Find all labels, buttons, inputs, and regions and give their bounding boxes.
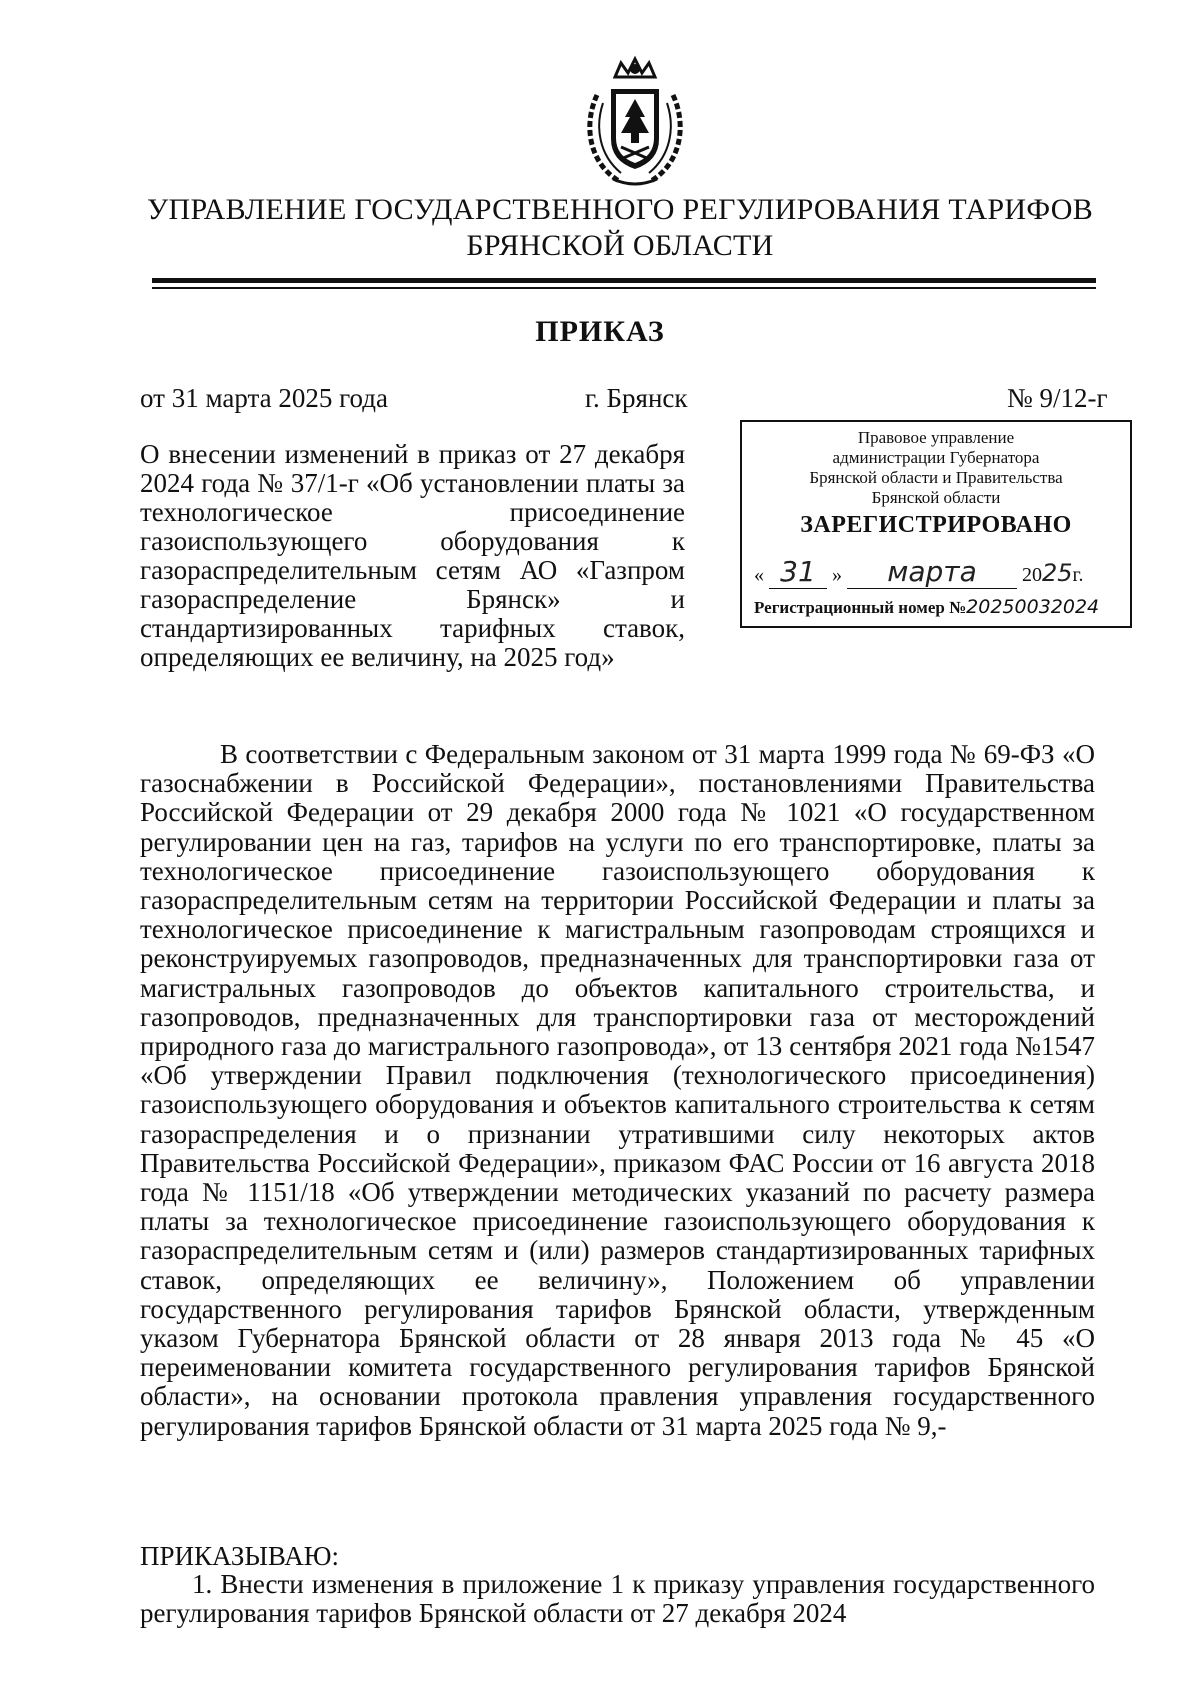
stamp-year-prefix: 20 — [1022, 564, 1042, 586]
stamp-quote-open: « — [754, 564, 764, 586]
stamp-year-unit: г. — [1072, 564, 1084, 586]
document-date: от 31 марта 2025 года — [140, 383, 388, 413]
document-subject: О внесении изменений в приказ от 27 декабря 2024 года № 37/1-г «Об установлении платы за технологическое присоединение газоиспользующего оборудования к газораспределительным сетям АО «Газпром газораспределение Брянск» и стандартизированных тарифных ставок, определяющих ее величину, на 2025 год» — [140, 439, 685, 672]
document-number: № 9/12-г — [1007, 383, 1108, 413]
header-rule-thick — [152, 278, 1096, 283]
document-city: г. Брянск — [585, 383, 688, 413]
stamp-line1: Правовое управление — [857, 428, 1015, 447]
bryansk-coat-of-arms-icon — [575, 55, 695, 195]
header-rule-thin — [152, 287, 1096, 289]
stamp-year-suffix: 25 — [1042, 559, 1073, 587]
stamp-line3: Брянской области и Правительства — [809, 468, 1063, 487]
order-item-1: 1. Внести изменения в приложение 1 к приказу управления государственного регулирования тарифов Брянской области от 27 декабря 2024 — [140, 1569, 1095, 1629]
stamp-registration-row — [754, 596, 1124, 618]
stamp-status: ЗАРЕГИСТРИРОВАНО — [800, 512, 1072, 538]
agency-name-line1: УПРАВЛЕНИЕ ГОСУДАРСТВЕННОГО РЕГУЛИРОВАНИЯ ТАРИФОВ — [146, 193, 1094, 226]
order-word: ПРИКАЗЫВАЮ: — [140, 1541, 339, 1571]
document-type-title: ПРИКАЗ — [535, 315, 665, 348]
registration-stamp — [740, 420, 1132, 628]
stamp-line2: администрации Губернатора — [832, 448, 1040, 467]
stamp-date-row — [754, 555, 1122, 589]
body-paragraph-1: В соответствии с Федеральным законом от 31 марта 1999 года № 69-ФЗ «О газоснабжении в Российской Федерации», постановлениями Правительства Российской Федерации от 29 декабря 2000 года № 1021 «О государственном регулировании цен на газ, тарифов на услуги по его транспортировке, платы за технологическое присоединение газоиспользующего оборудования к газораспределительным сетям на территории Российской Федерации и платы за технологическое присоединение к магистральным газопроводам строящихся и реконструируемых газопроводов, предназначенных для транспортировки газа от магистральных газопроводов до объектов капитального строительства, и газопроводов, предназначенных для транспортировки газа от месторождений природного газа до магистрального газопровода», от 13 сентября 2021 года №1547 «Об утверждении Правил подключения (технологического присоединения) газоиспользующего оборудования и объектов капитального строительства к сетям газораспределения и о признании утратившими силу некоторых актов Правительства Российской Федерации», приказом ФАС России от 16 августа 2018 года № 1151/18 «Об утверждении методических указаний по расчету размера платы за технологическое присоединение газоиспользующего оборудования к газораспределительным сетям и (или) размеров стандартизированных тарифных ставок, определяющих ее величину», Положением об управлении государственного регулирования тарифов Брянской области, утвержденным указом Губернатора Брянской области от 28 января 2013 года № 45 «О переименовании комитета государственного регулирования тарифов Брянской области», на основании протокола правления управления государственного регулирования тарифов Брянской области от 31 марта 2025 года № 9,- — [140, 739, 1095, 1441]
stamp-month: марта — [847, 555, 1017, 589]
stamp-quote-close: » — [832, 564, 842, 586]
agency-name-line2: БРЯНСКОЙ ОБЛАСТИ — [466, 229, 774, 262]
agency-name — [140, 192, 1100, 264]
stamp-day: 31 — [769, 555, 827, 589]
stamp-reg-number: 20250032024 — [966, 596, 1100, 618]
stamp-line4: Брянской области — [871, 488, 1001, 507]
stamp-reg-label: Регистрационный номер № — [754, 598, 967, 617]
